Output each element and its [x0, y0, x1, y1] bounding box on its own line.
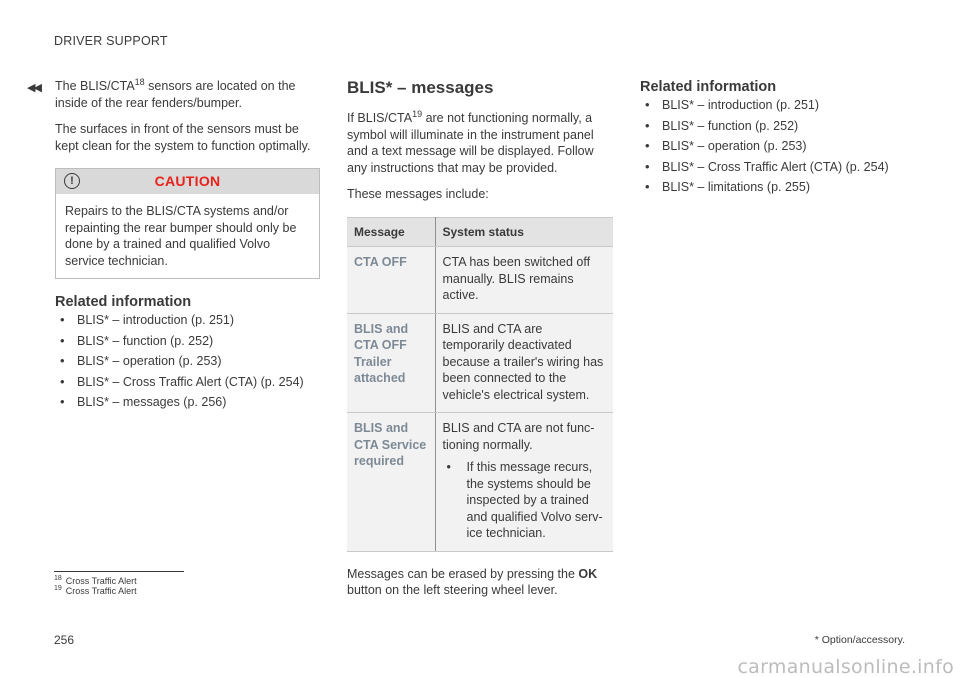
- status-bullet: [443, 459, 607, 542]
- table-row: [347, 413, 613, 552]
- column-middle: [347, 78, 613, 609]
- watermark: carmanualsonline.info: [737, 655, 954, 677]
- message-cell: BLIS and CTA OFF Trailer attached: [347, 313, 435, 413]
- status-bullet-text: If this message recurs, the systems should be inspected by a trained and qualified Volvo serv-ice technician.: [466, 460, 603, 540]
- related-links-list: [640, 97, 920, 196]
- footnote: $^{19}$ Cross Traffic Alert: [54, 585, 137, 596]
- status-cell: [435, 413, 613, 552]
- status-cell: CTA has been switched off manually. BLIS remains active.: [435, 247, 613, 314]
- related-link[interactable]: • BLIS* – limitations (p. 255): [640, 179, 920, 196]
- footnote-ref-18[interactable]: 18: [134, 76, 145, 87]
- related-link[interactable]: • BLIS* – function (p. 252): [55, 333, 320, 350]
- exclamation-circle-icon: !: [64, 173, 80, 189]
- table-row: [347, 247, 613, 314]
- messages-intro-paragraph: If BLIS/CTA$^{19}$ are not functioning normally, a symbol will illuminate in the instrument panel and a text message will be displayed. Follow any instructions that may be provided.: [347, 108, 594, 175]
- caution-header: [56, 169, 319, 194]
- footnote: $^{18}$ Cross Traffic Alert: [54, 575, 137, 586]
- table-row: [347, 313, 613, 413]
- related-link[interactable]: • BLIS* – Cross Traffic Alert (CTA) (p. 254): [640, 159, 920, 176]
- related-link[interactable]: • BLIS* – introduction (p. 251): [640, 97, 920, 114]
- option-accessory-note: * Option/accessory.: [814, 634, 905, 646]
- footnote-ref-19[interactable]: 19: [412, 108, 423, 119]
- messages-table: [347, 217, 613, 552]
- sensor-location-paragraph: The BLIS/CTA$^{18}$ sensors are located on the inside of the rear fenders/bumper.: [55, 76, 296, 110]
- messages-include-paragraph: These messages include:: [347, 187, 489, 201]
- status-text: BLIS and CTA are not func-tioning normally.: [442, 421, 595, 452]
- column-right: [640, 78, 920, 200]
- page-number: 256: [54, 633, 75, 647]
- section-title: BLIS* – messages: [347, 78, 494, 97]
- related-link[interactable]: • BLIS* – introduction (p. 251): [55, 312, 320, 329]
- message-cell: CTA OFF: [347, 247, 435, 314]
- section-header: DRIVER SUPPORT: [54, 34, 168, 48]
- sensor-clean-paragraph: The surfaces in front of the sensors must be kept clean for the system to function optimally.: [55, 122, 311, 153]
- related-information-heading: Related information: [640, 79, 777, 95]
- caution-text: Repairs to the BLIS/CTA systems and/or repainting the rear bumper should only be done by a trained and qualified Volvo service technician.: [65, 204, 297, 268]
- footnotes: [54, 576, 137, 596]
- previous-page-arrows-icon[interactable]: ◀◀: [27, 82, 40, 94]
- related-information-heading: Related information: [55, 294, 192, 310]
- column-header-status: System status: [435, 217, 613, 247]
- erase-messages-paragraph: Messages can be erased by pressing the OK button on the left steering wheel lever.: [347, 566, 598, 597]
- footnote-divider: [54, 571, 184, 572]
- related-link[interactable]: • BLIS* – operation (p. 253): [640, 138, 920, 155]
- column-header-message: Message: [347, 217, 435, 247]
- table-header-row: [347, 217, 613, 247]
- message-cell: BLIS and CTA Service required: [347, 413, 435, 552]
- column-left: [55, 78, 320, 415]
- related-links-list: [55, 312, 320, 411]
- ok-button-label: OK: [578, 566, 598, 581]
- related-link[interactable]: • BLIS* – operation (p. 253): [55, 353, 320, 370]
- caution-box: [55, 168, 320, 279]
- status-cell: BLIS and CTA are temporarily deactivated because a trailer's wiring has been connected to the vehicle's electrical system.: [435, 313, 613, 413]
- related-link[interactable]: • BLIS* – messages (p. 256): [55, 394, 320, 411]
- caution-title: CAUTION: [154, 173, 221, 190]
- related-link[interactable]: • BLIS* – function (p. 252): [640, 118, 920, 135]
- bullet-dot-icon: •: [446, 460, 451, 474]
- related-link[interactable]: • BLIS* – Cross Traffic Alert (CTA) (p. 254): [55, 374, 320, 391]
